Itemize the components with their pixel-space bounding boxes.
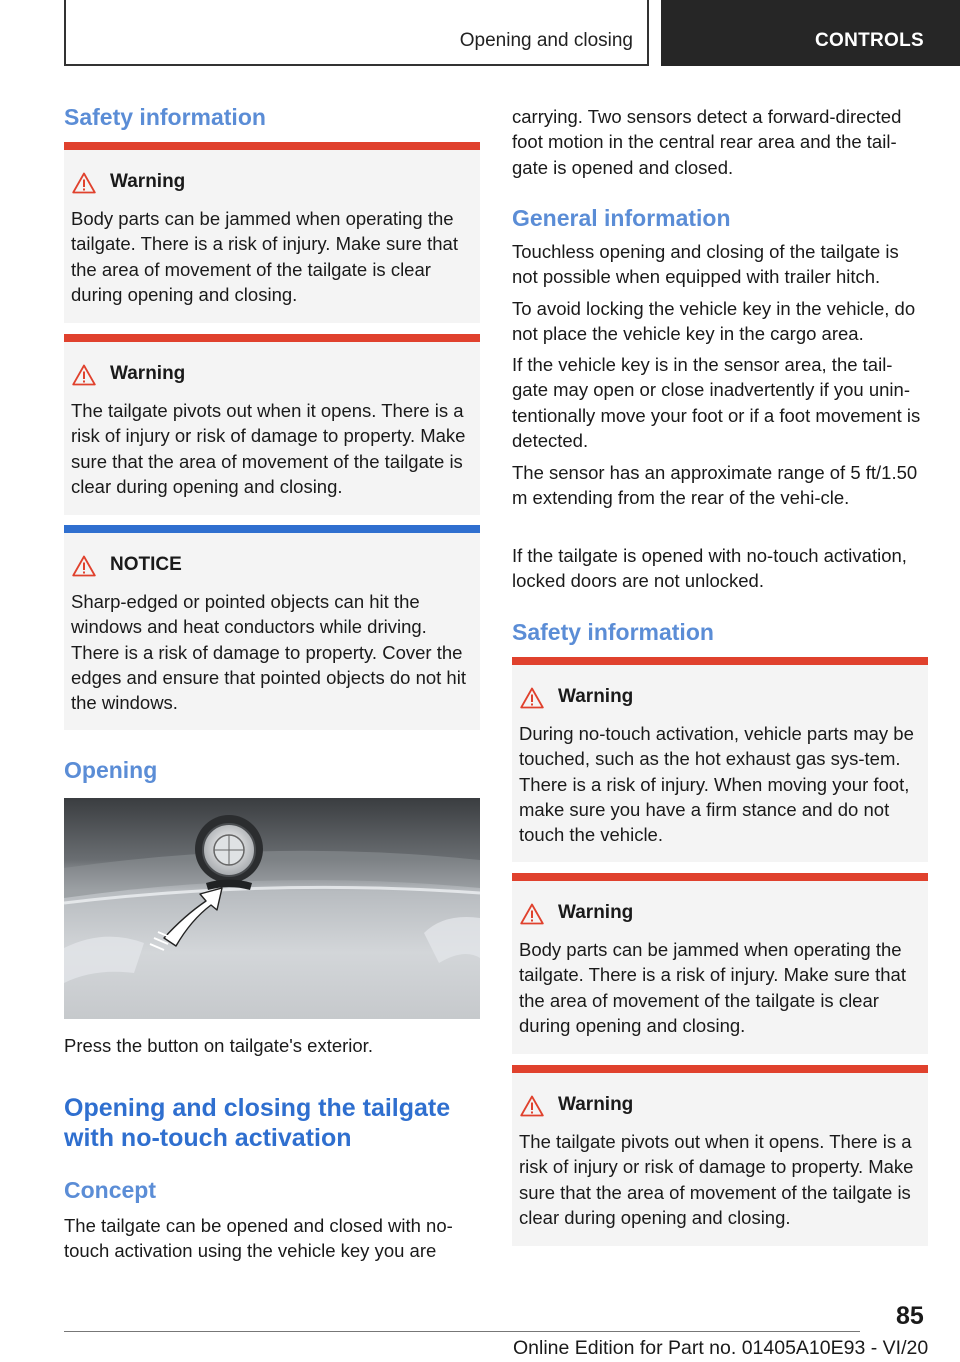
concept-text: The tailgate can be opened and closed with no-touch activation using the vehicle key you are [64, 1215, 453, 1262]
safety-heading: Safety information [64, 104, 266, 130]
general-heading: General information [512, 205, 731, 231]
footer-edition: Online Edition for Part no. 01405A10E93 - VI/20 [513, 1337, 929, 1359]
warning-box [512, 657, 928, 862]
warning-title: Warning [558, 686, 634, 707]
tailgate-button-photo [64, 798, 480, 1019]
header-chapter-label: CONTROLS [815, 30, 925, 51]
notice-title: NOTICE [110, 554, 182, 575]
header-section-box [64, 0, 649, 66]
safety-heading-right: Safety information [512, 619, 714, 645]
warning-box [64, 142, 480, 323]
warning-text: The tailgate pivots out when it opens. There is a risk of injury or risk of damage to property. Make sure that the area of movement of the tailgate is clear during opening and closing. [71, 400, 466, 497]
notice-text: Sharp-edged or pointed objects can hit the windows and heat conductors while driving. There is a risk of damage to property. Cover the edges and ensure that pointed objects do not hit the windows. [71, 591, 466, 714]
general-paragraph-4: The sensor has an approximate range of 5 ft/1.50 m extending from the rear of the vehi-cle. [512, 462, 918, 509]
opening-caption: Press the button on tailgate's exterior. [64, 1035, 373, 1056]
header-chapter-tab [661, 0, 960, 66]
warning-triangle-icon [520, 903, 544, 925]
general-paragraph-1: Touchless opening and closing of the tailgate is not possible when equipped with trailer hitch. [512, 241, 899, 288]
warning-title: Warning [558, 1094, 634, 1115]
warning-triangle-icon [520, 1095, 544, 1117]
warning-text: Body parts can be jammed when operating the tailgate. There is a risk of injury. Make sure that the area of movement of the tailgate is clear during opening and closing. [519, 939, 906, 1036]
warning-text: The tailgate pivots out when it opens. There is a risk of injury or risk of damage to property. Make sure that the area of movement of the tailgate is clear during opening and closing. [519, 1131, 914, 1228]
warning-triangle-icon [72, 364, 96, 386]
warning-title: Warning [110, 171, 186, 192]
warning-triangle-icon [72, 172, 96, 194]
notice-box [64, 525, 480, 730]
opening-heading: Opening [64, 757, 158, 783]
warning-text: During no-touch activation, vehicle parts may be touched, such as the hot exhaust gas sys-tem. There is a risk of injury. When moving your foot, make sure you have a firm stance and do not touch the vehicle. [519, 723, 914, 846]
warning-title: Warning [110, 363, 186, 384]
concept-heading: Concept [64, 1177, 156, 1203]
warning-box [512, 873, 928, 1054]
general-paragraph-2: To avoid locking the vehicle key in the vehicle, do not place the vehicle key in the cargo area. [512, 298, 916, 345]
warning-box [512, 1065, 928, 1246]
concept-continued: carrying. Two sensors detect a forward-directed foot motion in the central rear area and the tail-gate is opened and closed. [512, 106, 902, 178]
notouch-heading: Opening and closing the tailgate with no-touch activation [64, 1094, 451, 1152]
warning-triangle-icon [520, 687, 544, 709]
general-paragraph-3: If the vehicle key is in the sensor area, the tail-gate may open or close inadvertently if you unin-tentionally move your foot or if a foot movement is detected. [512, 354, 921, 451]
notice-triangle-icon [72, 555, 96, 577]
header-section-title: Opening and closing [459, 30, 633, 51]
footer-divider [64, 1331, 860, 1332]
page-number: 85 [896, 1302, 924, 1330]
warning-box [64, 334, 480, 515]
general-paragraph-5: If the tailgate is opened with no-touch activation, locked doors are not unlocked. [512, 545, 907, 592]
tailgate-illustration [64, 798, 480, 1019]
warning-text: Body parts can be jammed when operating the tailgate. There is a risk of injury. Make sure that the area of movement of the tailgate is clear during opening and closing. [71, 208, 458, 305]
warning-title: Warning [558, 902, 634, 923]
